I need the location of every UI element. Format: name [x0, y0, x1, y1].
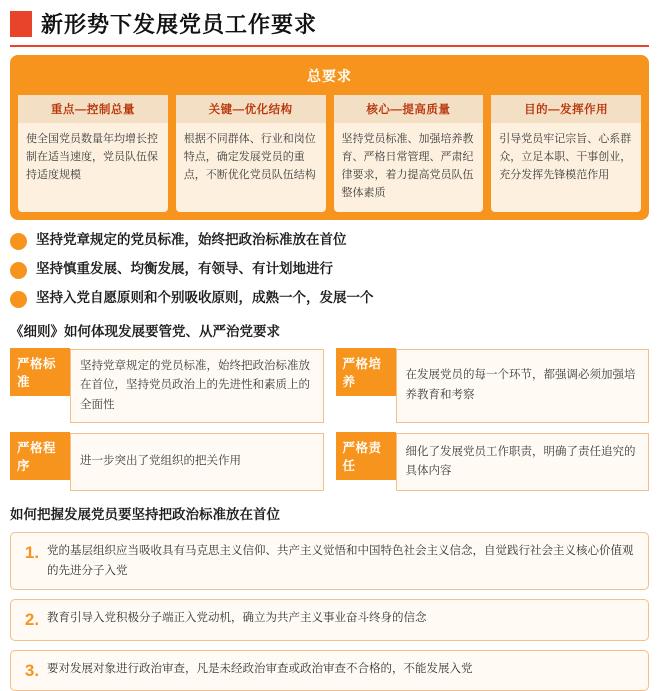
requirement-column-head: 目的—发挥作用 — [491, 95, 641, 123]
list-item — [10, 232, 649, 250]
strict-item-tag: 严格培养 — [336, 348, 396, 396]
section-heading-political: 如何把握发展党员要坚持把政治标准放在首位 — [10, 507, 280, 523]
page-title: 新形势下发展党员工作要求 — [41, 12, 318, 37]
requirement-column-body: 使全国党员数量年均增长控制在适当速度，党员队伍保持适度规模 — [26, 133, 158, 182]
title-divider — [10, 45, 649, 47]
strict-requirements-grid — [10, 349, 649, 492]
principle-text: 坚持入党自愿原则和个别吸收原则，成熟一个，发展一个 — [36, 289, 374, 305]
requirement-column-body: 引导党员牢记宗旨、心系群众，立足本职、干事创业，充分发挥先锋模范作用 — [499, 133, 632, 182]
list-item — [10, 532, 649, 590]
list-item — [10, 650, 649, 691]
title-marker-icon — [10, 11, 32, 37]
list-item-text: 教育引导入党积极分子端正入党动机，确立为共产主义事业奋斗终身的信念 — [47, 612, 427, 625]
bullet-dot-icon — [10, 262, 27, 279]
strict-item-body: 坚持党章规定的党员标准，始终把政治标准放在首位，坚持党员政治上的先进性和素质上的全面性 — [70, 349, 324, 424]
bullet-dot-icon — [10, 233, 27, 250]
requirement-column-head: 重点—控制总量 — [18, 95, 168, 123]
page-title-row — [0, 0, 659, 45]
list-item-text: 要对发展对象进行政治审查，凡是未经政治审查或政治审查不合格的，不能发展入党 — [47, 662, 473, 675]
strict-item — [336, 433, 650, 491]
strict-item-tag: 严格程序 — [10, 432, 70, 480]
requirement-column — [18, 95, 168, 212]
requirement-column-body: 根据不同群体、行业和岗位特点，确定发展党员的重点，不断优化党员队伍结构 — [183, 133, 316, 182]
requirement-column-head: 关键—优化结构 — [176, 95, 326, 123]
requirement-column — [176, 95, 326, 212]
strict-item — [336, 349, 650, 424]
principles-list — [10, 232, 649, 308]
requirement-column — [491, 95, 641, 212]
principle-text: 坚持慎重发展、均衡发展，有领导、有计划地进行 — [36, 260, 333, 276]
list-item — [10, 599, 649, 640]
list-item-index: 1. — [24, 543, 40, 563]
strict-item-tag: 严格责任 — [336, 432, 396, 480]
strict-item — [10, 433, 324, 491]
requirement-column — [334, 95, 484, 212]
requirement-column-head: 核心—提高质量 — [334, 95, 484, 123]
list-item — [10, 261, 649, 279]
strict-item — [10, 349, 324, 424]
political-standard-list — [10, 532, 649, 690]
general-requirements-title: 总要求 — [307, 68, 352, 84]
section-heading-strict: 《细则》如何体现发展要管党、从严治党要求 — [10, 323, 280, 339]
strict-item-body: 进一步突出了党组织的把关作用 — [70, 433, 324, 491]
strict-item-tag: 严格标准 — [10, 348, 70, 396]
bullet-dot-icon — [10, 291, 27, 308]
strict-item-body: 细化了发展党员工作职责，明确了责任追究的具体内容 — [396, 433, 650, 491]
general-requirements-columns — [18, 95, 641, 212]
principle-text: 坚持党章规定的党员标准，始终把政治标准放在首位 — [36, 231, 347, 247]
list-item — [10, 290, 649, 308]
list-item-index: 2. — [24, 610, 40, 630]
general-requirements-card — [10, 55, 649, 220]
requirement-column-body: 坚持党员标准、加强培养教育、严格日常管理、严肃纪律要求，着力提高党员队伍整体素质 — [341, 133, 474, 200]
strict-item-body: 在发展党员的每一个环节，都强调必须加强培养教育和考察 — [396, 349, 650, 424]
list-item-index: 3. — [24, 660, 40, 680]
list-item-text: 党的基层组织应当吸收具有马克思主义信仰、共产主义觉悟和中国特色社会主义信念，自觉践行社会主义核心价值观的先进分子入党 — [47, 545, 634, 578]
